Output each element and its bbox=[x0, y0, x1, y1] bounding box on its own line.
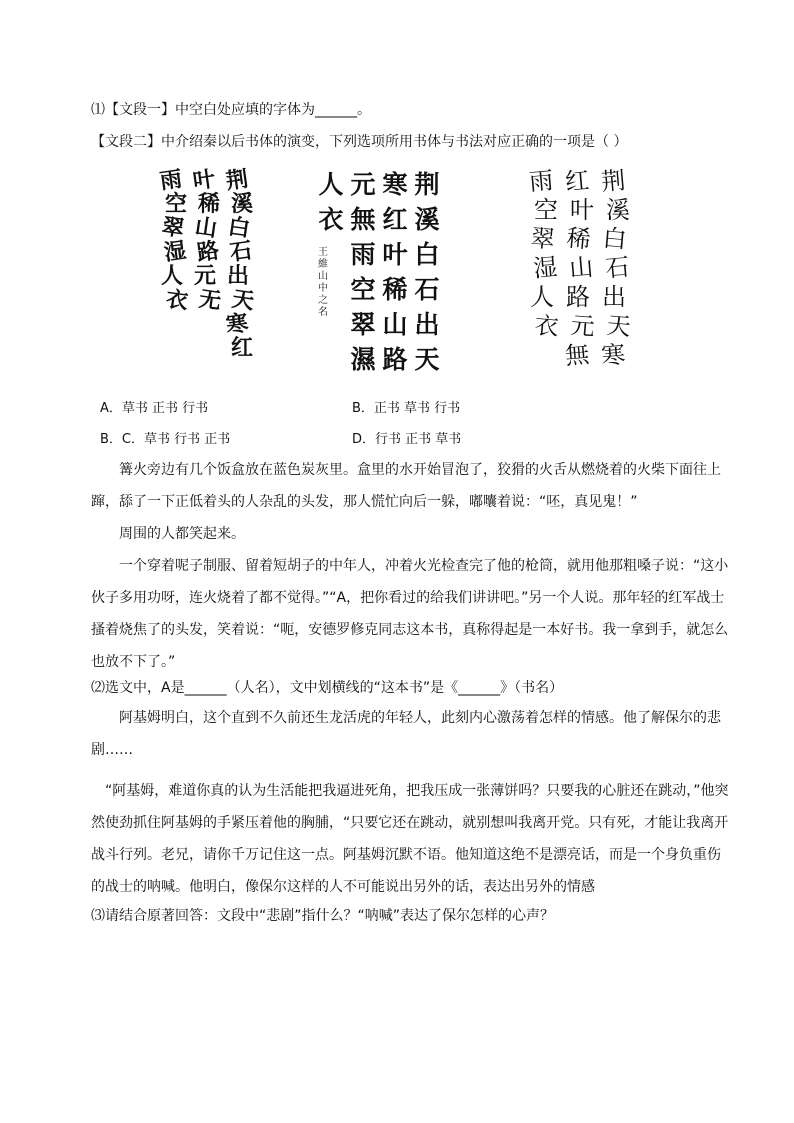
calligraphy-seal-char: 中 bbox=[318, 283, 328, 294]
calligraphy-char: 天 bbox=[414, 345, 440, 374]
calligraphy-char: 无 bbox=[197, 285, 223, 315]
calligraphy-char: 衣 bbox=[318, 205, 344, 234]
calligraphy-char: 衣 bbox=[164, 285, 190, 315]
passage1-paragraph-1: 篝火旁边有几个饭盒放在蓝色炭灰里。盒里的水开始冒泡了，狡猾的火舌从燃烧着的火柴下面往上蹿，舔了一下正低着头的人杂乱的头发，那人慌忙向后一躲，嘟囔着说：“呸，真见鬼！” bbox=[91, 462, 721, 510]
calligraphy-char: 山 bbox=[193, 213, 219, 243]
calligraphy-char: 寒 bbox=[600, 340, 627, 371]
option-b: B．正书 草书 行书 bbox=[352, 401, 461, 416]
calligraphy-char: 湿 bbox=[532, 252, 559, 283]
calligraphy-char: 溪 bbox=[230, 191, 254, 217]
calligraphy-image-left bbox=[150, 165, 260, 380]
calligraphy-char: 山 bbox=[568, 252, 595, 283]
calligraphy-char: 叶 bbox=[191, 165, 217, 195]
calligraphy-char: 石 bbox=[228, 237, 254, 267]
calligraphy-char: 稀 bbox=[565, 223, 592, 254]
calligraphy-seal-char: 王 bbox=[318, 247, 328, 258]
calligraphy-char: 红 bbox=[564, 166, 591, 197]
calligraphy-char: 寒 bbox=[382, 170, 408, 199]
calligraphy-char: 路 bbox=[566, 283, 590, 311]
calligraphy-char: 稀 bbox=[197, 191, 221, 217]
calligraphy-char: 翠 bbox=[529, 223, 556, 254]
calligraphy-char: 雨 bbox=[350, 240, 376, 269]
calligraphy-char: 路 bbox=[382, 345, 408, 374]
calligraphy-image-middle bbox=[305, 165, 445, 380]
calligraphy-char: 濕 bbox=[350, 345, 376, 374]
calligraphy-char: 無 bbox=[564, 340, 591, 371]
calligraphy-char: 红 bbox=[230, 335, 254, 361]
calligraphy-char: 荆 bbox=[600, 166, 627, 197]
calligraphy-seal-char: 之 bbox=[318, 295, 328, 306]
question-3: ⑶请结合原著回答：文段中“悲剧”指什么？“呐喊”表达了保尔怎样的心声？ bbox=[91, 908, 555, 924]
calligraphy-char: 路 bbox=[195, 237, 221, 267]
calligraphy-char: 出 bbox=[602, 283, 626, 311]
calligraphy-char: 湿 bbox=[162, 237, 188, 267]
calligraphy-char: 翠 bbox=[160, 213, 186, 243]
calligraphy-char: 空 bbox=[534, 196, 558, 224]
calligraphy-char: 石 bbox=[414, 275, 440, 304]
calligraphy-char: 無 bbox=[350, 205, 376, 234]
calligraphy-char: 白 bbox=[226, 213, 252, 243]
calligraphy-char: 红 bbox=[382, 205, 408, 234]
calligraphy-char: 元 bbox=[350, 170, 376, 199]
calligraphy-char: 荆 bbox=[414, 170, 440, 199]
calligraphy-char: 空 bbox=[350, 275, 376, 304]
calligraphy-char: 出 bbox=[414, 310, 440, 339]
calligraphy-char: 出 bbox=[226, 263, 250, 289]
question-1-intro: 【文段二】中介绍秦以后书体的演变，下列选项所用书体与书法对应正确的一项是（ ） bbox=[91, 134, 628, 150]
calligraphy-char: 翠 bbox=[350, 310, 376, 339]
calligraphy-seal-char: 維 bbox=[318, 259, 328, 270]
calligraphy-char: 衣 bbox=[533, 311, 560, 342]
calligraphy-seal-char: 山 bbox=[318, 271, 328, 282]
calligraphy-char: 空 bbox=[164, 191, 188, 217]
calligraphy-char: 白 bbox=[601, 223, 628, 254]
calligraphy-char: 天 bbox=[230, 285, 256, 315]
calligraphy-image-right bbox=[510, 165, 640, 380]
calligraphy-char: 溪 bbox=[606, 196, 630, 224]
calligraphy-char: 溪 bbox=[414, 205, 440, 234]
passage1-paragraph-2: 周围的人都笑起来。 bbox=[119, 526, 245, 542]
passage1-paragraph-3: 一个穿着呢子制服、留着短胡子的中年人，冲着火光检查完了他的枪筒，就用他那粗嗓子说：“这小伙子多用功呀，连火烧着了都不觉得。”“A，把你看过的给我们讲讲吧。”另一个人说。那年轻的红军战士搔着烧焦了的头发，笑着说：“呃，安德罗修克同志这本书，真称得起是一本好书。我一拿到手，就怎么也放不下了。” bbox=[91, 558, 729, 670]
calligraphy-char: 寒 bbox=[224, 309, 250, 339]
question-1: ⑴【文段一】中空白处应填的字体为______。 bbox=[91, 102, 371, 118]
calligraphy-char: 叶 bbox=[382, 240, 408, 269]
calligraphy-char: 白 bbox=[414, 240, 440, 269]
calligraphy-seal-char: 名 bbox=[318, 307, 328, 318]
calligraphy-char: 天 bbox=[605, 311, 632, 342]
calligraphy-char: 叶 bbox=[570, 196, 594, 224]
option-d: D．行书 正书 草书 bbox=[352, 432, 462, 447]
question-2: ⑵选文中，A是______（人名），文中划横线的“这本书”是《______》（书名） bbox=[91, 680, 564, 696]
option-a: A．草书 正书 行书 bbox=[100, 401, 209, 416]
calligraphy-char: 人 bbox=[318, 170, 344, 199]
calligraphy-char: 元 bbox=[569, 311, 596, 342]
calligraphy-char: 雨 bbox=[528, 166, 555, 197]
calligraphy-char: 人 bbox=[160, 263, 184, 289]
calligraphy-char: 山 bbox=[382, 310, 408, 339]
calligraphy-char: 荆 bbox=[224, 165, 250, 195]
passage2-paragraph-2: “阿基姆，难道你真的认为生活能把我逼进死角，把我压成一张薄饼吗？只要我的心脏还在跳动，”他突然使劲抓住阿基姆的手紧压着他的胸脯，“只要它还在跳动，就别想叫我离开党。只有死，才能让我离开战斗行列。老兄，请你千万记住这一点。阿基姆沉默不语。他知道这绝不是漂亮话，而是一个身负重伤的战士的呐喊。他明白，像保尔这样的人不可能说出另外的话，表达出另外的情感 bbox=[91, 783, 729, 895]
calligraphy-char: 雨 bbox=[158, 165, 184, 195]
calligraphy-char: 石 bbox=[604, 252, 631, 283]
option-c: B．C．草书 行书 正书 bbox=[100, 432, 231, 447]
calligraphy-char: 人 bbox=[530, 283, 554, 311]
calligraphy-char: 稀 bbox=[382, 275, 408, 304]
calligraphy-char: 元 bbox=[193, 263, 217, 289]
passage2-paragraph-1: 阿基姆明白，这个直到不久前还生龙活虎的年轻人，此刻内心激荡着怎样的情感。他了解保尔的悲剧…… bbox=[91, 710, 721, 758]
